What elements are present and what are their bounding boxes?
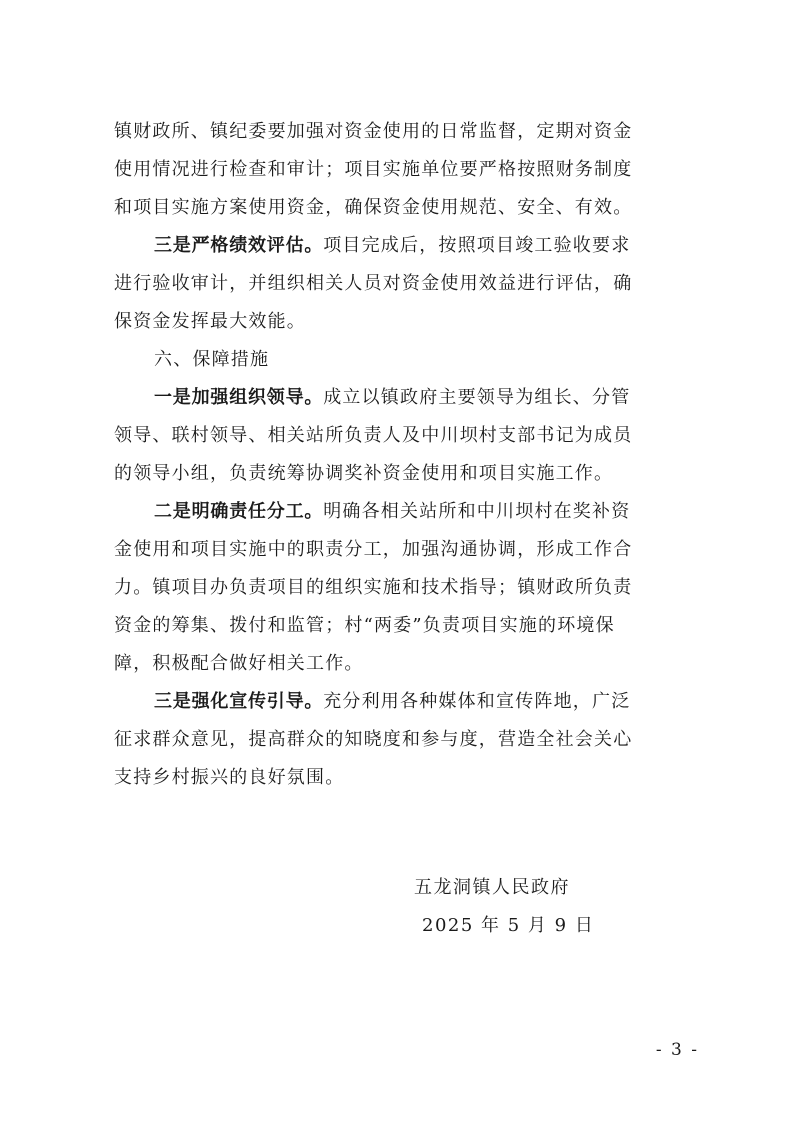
body-text: 项目完成后，按照项目竣工验收要求 [323,235,631,256]
body-text: 明确各相关站所和中川坝村在奖补资 [323,501,631,522]
body-text: 成立以镇政府主要领导为组长、分管 [323,387,631,408]
paragraph-first-line [154,496,630,528]
paragraph-first-line [154,382,630,414]
body-text-line: 支持乡村振兴的良好氛围。 [114,767,345,788]
body-text-line: 领导、联村领导、相关站所负责人及中川坝村支部书记为成员 [114,425,633,446]
paragraph-lead-heading: 三是严格绩效评估。 [154,235,324,256]
page-number: - 3 - [655,1040,699,1060]
issuing-organization: 五龙洞镇人民政府 [414,877,570,898]
body-text: 充分利用各种媒体和宣传阵地，广泛 [323,691,631,712]
body-text-line: 障，积极配合做好相关工作。 [114,653,364,674]
paragraph-lead-heading: 二是明确责任分工。 [154,501,324,522]
issue-date: 2025 年 5 月 9 日 [422,915,595,936]
body-text-line: 金使用和项目实施中的职责分工，加强沟通协调，形成工作合 [114,539,633,560]
paragraph-lead-heading: 一是加强组织领导。 [154,387,324,408]
paragraph-first-line [154,686,630,718]
body-text-line: 保资金发挥最大效能。 [114,311,306,332]
paragraph-first-line [154,230,630,262]
body-text-line: 进行验收审计，并组织相关人员对资金使用效益进行评估，确 [114,273,633,294]
body-text-line: 镇财政所、镇纪委要加强对资金使用的日常监督，定期对资金 [114,121,633,142]
body-text-line: 的领导小组，负责统筹协调奖补资金使用和项目实施工作。 [114,463,614,484]
body-text-line: 征求群众意见，提高群众的知晓度和参与度，营造全社会关心 [114,729,633,750]
section-heading: 六、保障措施 [154,349,270,370]
body-text-line: 和项目实施方案使用资金，确保资金使用规范、安全、有效。 [114,197,633,218]
body-text-line: 资金的筹集、拨付和监管；村“两委”负责项目实施的环境保 [114,615,615,636]
body-text-line: 力。镇项目办负责项目的组织实施和技术指导；镇财政所负责 [114,577,633,598]
body-text-line: 使用情况进行检查和审计；项目实施单位要严格按照财务制度 [114,159,633,180]
paragraph-lead-heading: 三是强化宣传引导。 [154,691,324,712]
